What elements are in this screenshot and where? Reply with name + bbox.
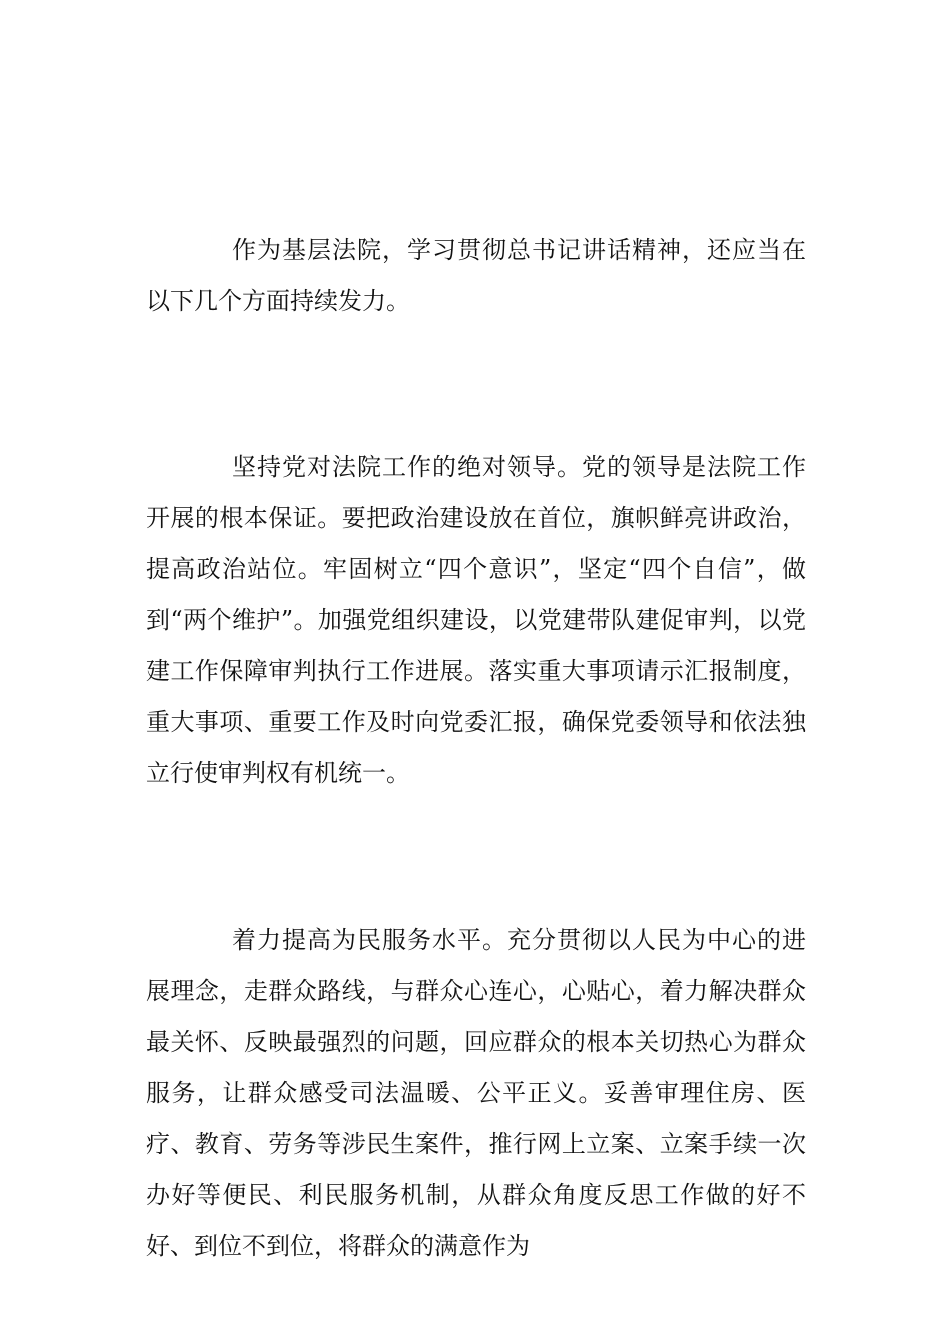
document-body xyxy=(146,225,806,1272)
paragraph-public-service: 着力提高为民服务水平。充分贯彻以人民为中心的进展理念，走群众路线，与群众心连心，心贴心，着力解决群众最关怀、反映最强烈的问题，回应群众的根本关切热心为群众服务，让群众感受司法温暖、公平正义。妥善审理住房、医疗、教育、劳务等涉民生案件，推行网上立案、立案手续一次办好等便民、利民服务机制，从群众角度反思工作做的好不好、到位不到位，将群众的满意作为 xyxy=(146,926,806,1260)
paragraph-party-leadership: 坚持党对法院工作的绝对领导。党的领导是法院工作开展的根本保证。要把政治建设放在首位，旗帜鲜亮讲政治，提高政治站位。牢固树立“四个意识”，坚定“四个自信”，做到“两个维护”。加强党组织建设，以党建带队建促审判，以党建工作保障审判执行工作进展。落实重大事项请示汇报制度，重大事项、重要工作及时向党委汇报，确保党委领导和依法独立行使审判权有机统一。 xyxy=(146,453,806,787)
paragraph-intro: 作为基层法院，学习贯彻总书记讲话精神，还应当在以下几个方面持续发力。 xyxy=(146,236,806,315)
